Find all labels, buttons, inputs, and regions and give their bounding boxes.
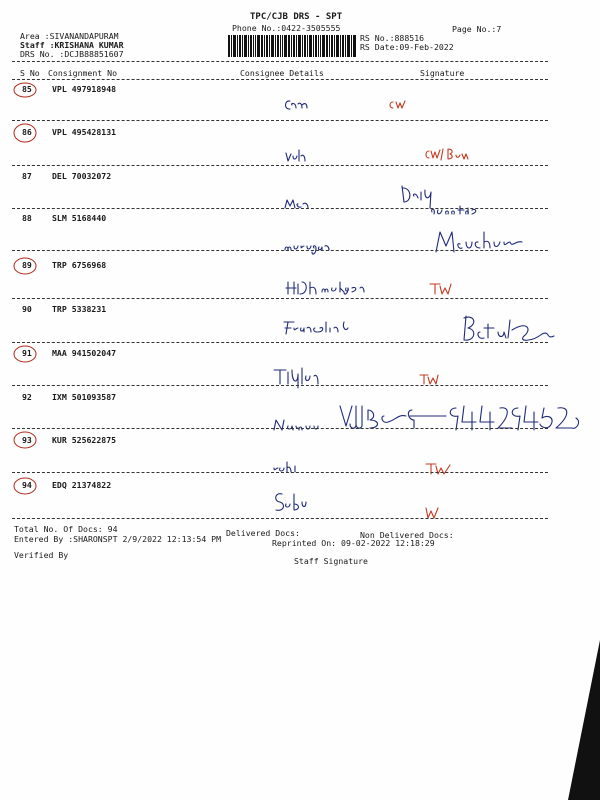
column-consignee: Consignee Details	[240, 68, 324, 78]
row-sno: 85	[22, 84, 32, 94]
row-divider	[12, 298, 548, 299]
row-divider	[12, 120, 548, 121]
entered-by: Entered By :SHARONSPT 2/9/2022 12:13:54 PM	[14, 534, 222, 544]
handwritten-consignee	[282, 238, 348, 258]
row-sno: 92	[22, 392, 32, 402]
reprinted-on: Reprinted On: 09-02-2022 12:18:29	[272, 538, 435, 548]
verified-by: Verified By	[14, 550, 69, 560]
row-divider	[12, 165, 548, 166]
row-consignment: MAA 941502047	[52, 348, 117, 358]
handwritten-signature	[388, 98, 410, 112]
row-sno: 86	[22, 127, 32, 137]
column-signature: Signature	[420, 68, 465, 78]
row-divider	[12, 472, 548, 473]
area-label: Area :SIVANANDAPURAM	[20, 31, 119, 41]
row-consignment: EDQ 21374822	[52, 480, 112, 490]
row-consignment: KUR 525622875	[52, 435, 117, 445]
delivered-docs: Delivered Docs:	[226, 528, 300, 538]
row-sno: 94	[22, 480, 32, 490]
handwritten-consignee	[284, 278, 374, 298]
rs-number: RS No.:888516	[360, 33, 425, 43]
document-title: TPC/CJB DRS - SPT	[250, 12, 343, 22]
non-delivered-docs: Non Delivered Docs:	[360, 530, 454, 540]
handwritten-signature	[424, 146, 480, 164]
row-consignment: VPL 495428131	[52, 127, 117, 137]
handwritten-signature	[432, 228, 528, 256]
handwritten-consignee	[272, 364, 322, 390]
barcode	[228, 35, 356, 57]
row-consignment: DEL 70032072	[52, 171, 112, 181]
row-consignment: VPL 497918948	[52, 84, 117, 94]
total-docs: Total No. Of Docs: 94	[14, 524, 118, 534]
phone-number: Phone No.:0422-3505555	[232, 23, 341, 33]
handwritten-signature	[418, 372, 440, 386]
row-consignment: IXM 501093587	[52, 392, 117, 402]
handwritten-consignee	[282, 196, 318, 212]
handwritten-consignee	[272, 490, 312, 516]
row-sno: 90	[22, 304, 32, 314]
row-divider	[12, 385, 548, 386]
staff-signature-label: Staff Signature	[294, 556, 368, 566]
row-sno: 88	[22, 213, 32, 223]
handwritten-consignee	[272, 416, 332, 434]
handwritten-signature	[428, 280, 454, 296]
row-consignment: TRP 5338231	[52, 304, 107, 314]
handwritten-consignee	[282, 96, 322, 114]
staff-label: Staff :KRISHANA KUMAR	[20, 40, 124, 50]
row-divider	[12, 342, 548, 343]
handwritten-consignee	[272, 460, 302, 476]
row-divider	[12, 518, 548, 519]
handwritten-consignee	[283, 148, 323, 166]
row-sno: 89	[22, 260, 32, 270]
drs-number: DRS No. :DCJB88851607	[20, 49, 124, 59]
row-consignment: TRP 6756968	[52, 260, 107, 270]
row-consignment: SLM 5168440	[52, 213, 107, 223]
header-divider	[12, 61, 548, 62]
column-divider	[12, 79, 548, 80]
handwritten-signature	[398, 180, 498, 224]
column-consignment: Consignment No	[48, 68, 118, 78]
page-number: Page No.:7	[452, 24, 502, 34]
row-sno: 87	[22, 171, 32, 181]
handwritten-consignee	[282, 318, 354, 336]
scan-edge-shadow	[560, 640, 600, 800]
rs-date: RS Date:09-Feb-2022	[360, 42, 454, 52]
column-sno: S No	[20, 68, 40, 78]
row-divider	[12, 250, 548, 251]
handwritten-signature	[424, 460, 454, 476]
row-divider	[12, 428, 548, 429]
row-sno: 93	[22, 435, 32, 445]
row-sno: 91	[22, 348, 32, 358]
handwritten-signature	[336, 400, 598, 436]
row-divider	[12, 208, 548, 209]
